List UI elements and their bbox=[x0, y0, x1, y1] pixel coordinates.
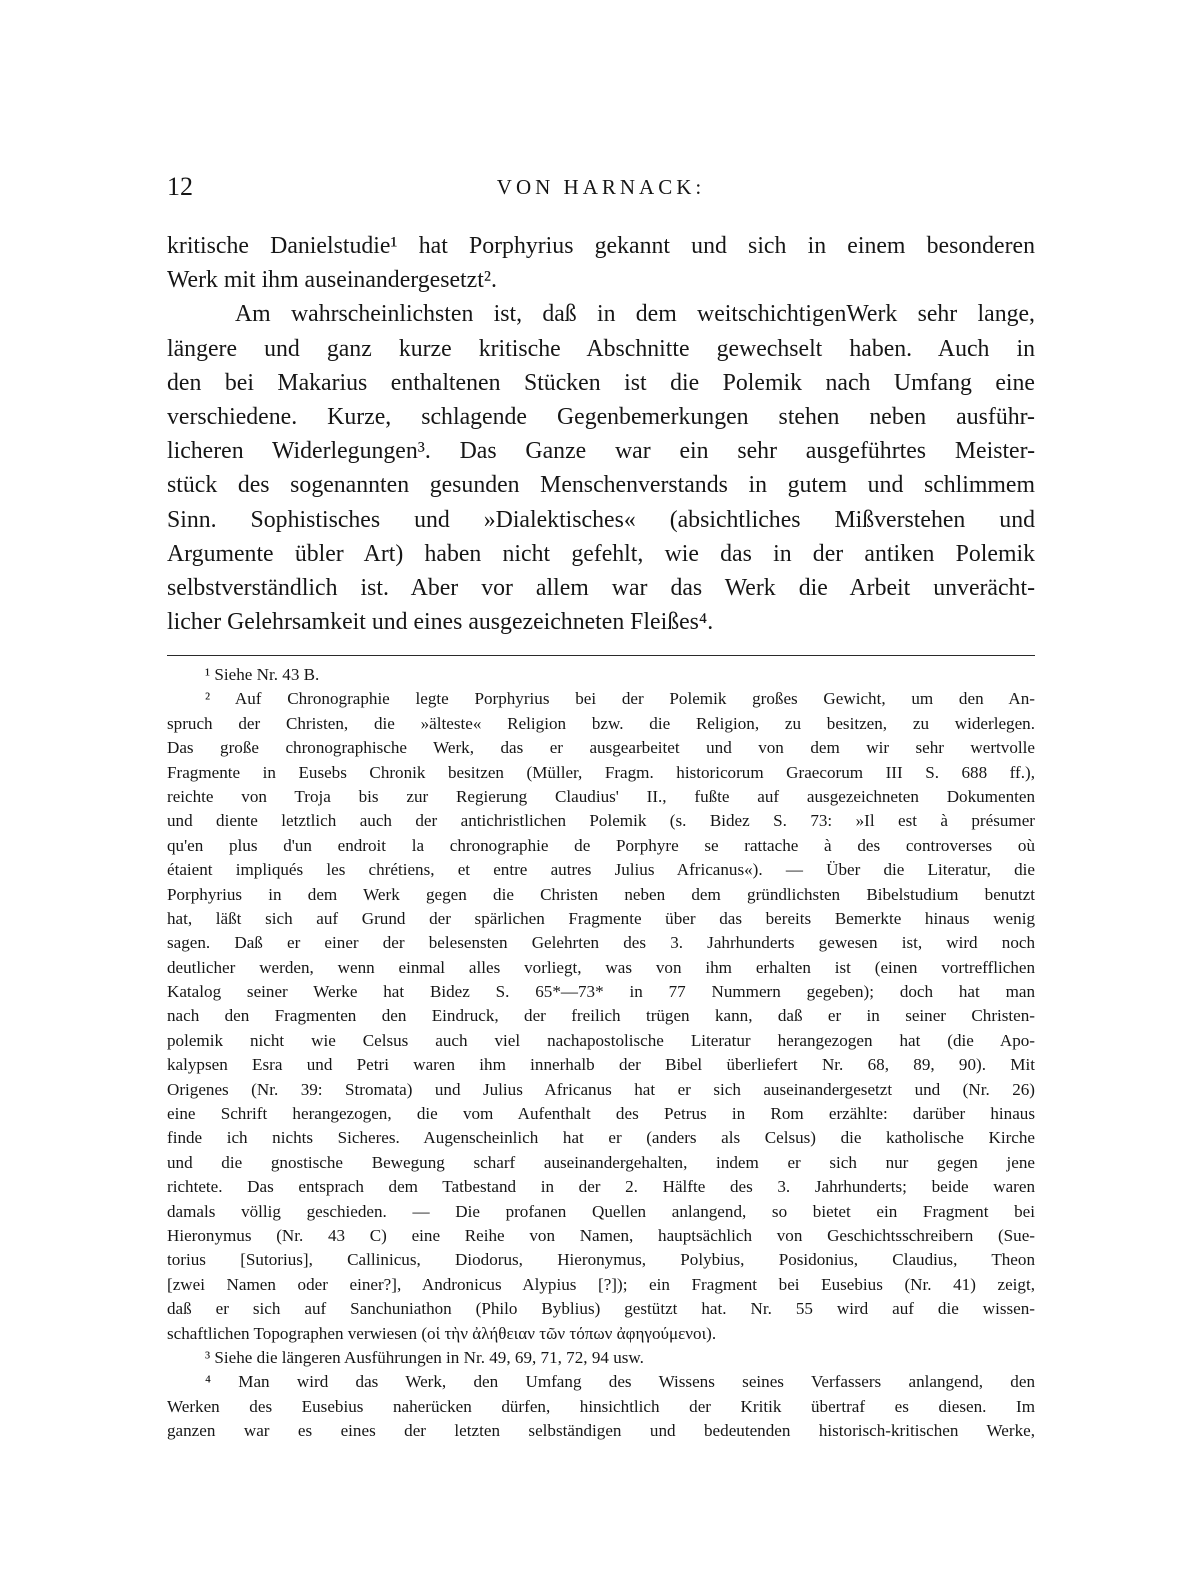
footnote-line: ¹ Siehe Nr. 43 B. bbox=[205, 665, 320, 684]
footnote-line: eine Schrift herangezogen, die vom Aufenthalt des Petrus in Rom erzählte: darüber hinaus bbox=[167, 1104, 1035, 1124]
footnote-line: damals völlig geschieden. — Die profanen Quellen anlangend, so bietet ein Fragment bei bbox=[167, 1201, 1035, 1221]
footnote-divider bbox=[167, 655, 1035, 656]
footnote-line: ⁴ Man wird das Werk, den Umfang des Wissens seines Verfassers anlangend, den bbox=[205, 1372, 1035, 1392]
text-line: Argumente übler Art) haben nicht gefehlt, wie das in der antiken Polemik bbox=[167, 540, 1035, 567]
footnote-line: Werken des Eusebius naherücken dürfen, hinsichtlich der Kritik übertraf es diesen. Im bbox=[167, 1396, 1035, 1416]
text-line: Am wahrscheinlichsten ist, daß in dem weitschichtigenWerk sehr lange, bbox=[235, 301, 1035, 328]
footnote-line: [zwei Namen oder einer?], Andronicus Alypius [?]); ein Fragment bei Eusebius (Nr. 41) zeigt, bbox=[167, 1274, 1035, 1294]
footnote-line: richtete. Das entsprach dem Tatbestand in der 2. Hälfte des 3. Jahrhunderts; beide waren bbox=[167, 1177, 1035, 1197]
text-line: licher Gelehrsamkeit und eines ausgezeichneten Fleißes⁴. bbox=[167, 609, 714, 636]
footnote-line: étaient impliqués les chrétiens, et entre autres Julius Africanus«). — Über die Literatur, die bbox=[167, 860, 1035, 880]
footnote-line: nach den Fragmenten den Eindruck, der freilich trügen kann, daß er in seiner Christen- bbox=[167, 1006, 1035, 1026]
page-number: 12 bbox=[167, 172, 193, 201]
footnote-line: sagen. Daß er einer der belesensten Gelehrten des 3. Jahrhunderts gewesen ist, wird noch bbox=[167, 933, 1035, 953]
footnote-line: deutlicher werden, wenn einmal alles vorliegt, was von ihm erhalten ist (einen vortrefflichen bbox=[167, 957, 1035, 977]
footnote-line: daß er sich auf Sanchuniathon (Philo Byblius) gestützt hat. Nr. 55 wird auf die wissen- bbox=[167, 1299, 1035, 1319]
footnote-line: Porphyrius in dem Werk gegen die Christen neben dem gründlichsten Bibelstudium benutzt bbox=[167, 884, 1035, 904]
footnote-line: Fragmente in Eusebs Chronik besitzen (Müller, Fragm. historicorum Graecorum III S. 688 ff.), bbox=[167, 762, 1035, 782]
footnote-line: torius [Sutorius], Callinicus, Diodorus, Hieronymus, Polybius, Posidonius, Claudius, Theon bbox=[167, 1250, 1035, 1270]
footnote-line: qu'en plus d'un endroit la chronographie de Porphyre se rattache à des controverses où bbox=[167, 835, 1035, 855]
footnote-line: schaftlichen Topographen verwiesen (οἱ τὴν ἀλήθειαν τῶν τόπων ἀφηγούμενοι). bbox=[167, 1323, 717, 1343]
text-line: verschiedene. Kurze, schlagende Gegenbemerkungen stehen neben ausführ- bbox=[167, 403, 1035, 430]
page-header bbox=[167, 170, 1035, 204]
footnotes bbox=[167, 663, 1035, 1444]
text-line: Werk mit ihm auseinandergesetzt². bbox=[167, 267, 497, 294]
text-line: stück des sogenannten gesunden Menschenverstands in gutem und schlimmem bbox=[167, 472, 1035, 499]
footnote-line: spruch der Christen, die »älteste« Religion bzw. die Religion, zu besitzen, zu widerlegen. bbox=[167, 713, 1035, 733]
footnote-line: finde ich nichts Sicheres. Augenscheinlich hat er (anders als Celsus) die katholische Kirche bbox=[167, 1128, 1035, 1148]
footnote-line: und diente letztlich auch der antichristlichen Polemik (s. Bidez S. 73: »Il est à présumer bbox=[167, 811, 1035, 831]
footnote-line: reichte von Troja bis zur Regierung Claudius' II., fußte auf ausgezeichneten Dokumenten bbox=[167, 786, 1035, 806]
footnote-line: ganzen war es eines der letzten selbständigen und bedeutenden historisch-kritischen Werke, bbox=[167, 1421, 1035, 1441]
footnote-line: kalypsen Esra und Petri waren ihm innerhalb der Bibel überliefert Nr. 68, 89, 90). Mit bbox=[167, 1055, 1035, 1075]
footnote-line: Katalog seiner Werke hat Bidez S. 65*—73* in 77 Nummern gegeben); doch hat man bbox=[167, 982, 1035, 1002]
text-line: selbstverständlich ist. Aber vor allem war das Werk die Arbeit unverächt- bbox=[167, 574, 1035, 601]
footnote-line: Origenes (Nr. 39: Stromata) und Julius Africanus hat er sich auseinandergesetzt und (Nr. 26) bbox=[167, 1079, 1035, 1099]
footnote-line: ³ Siehe die längeren Ausführungen in Nr. 49, 69, 71, 72, 94 usw. bbox=[205, 1347, 644, 1367]
text-line: den bei Makarius enthaltenen Stücken ist die Polemik nach Umfang eine bbox=[167, 369, 1035, 396]
footnote-line: hat, läßt sich auf Grund der spärlichen Fragmente über das bereits Bemerkte hinaus wenig bbox=[167, 908, 1035, 928]
footnote-line: und die gnostische Bewegung scharf auseinandergehalten, indem er sich nur gegen jene bbox=[167, 1152, 1035, 1172]
main-text bbox=[167, 229, 1035, 639]
text-line: längere und ganz kurze kritische Abschnitte gewechselt haben. Auch in bbox=[167, 335, 1035, 362]
footnote-line: Das große chronographische Werk, das er ausgearbeitet und von dem wir sehr wertvolle bbox=[167, 738, 1035, 758]
running-head: VON HARNACK: bbox=[496, 175, 706, 199]
footnote-line: Hieronymus (Nr. 43 C) eine Reihe von Namen, hauptsächlich von Geschichtsschreibern (Sue- bbox=[167, 1225, 1035, 1245]
text-line: licheren Widerlegungen³. Das Ganze war ein sehr ausgeführtes Meister- bbox=[167, 438, 1035, 465]
footnote-line: ² Auf Chronographie legte Porphyrius bei der Polemik großes Gewicht, um den An- bbox=[205, 689, 1035, 709]
text-line: Sinn. Sophistisches und »Dialektisches« (absichtliches Mißverstehen und bbox=[167, 506, 1035, 533]
footnote-line: polemik nicht wie Celsus auch viel nachapostolische Literatur herangezogen hat (die Apo- bbox=[167, 1030, 1035, 1050]
text-line: kritische Danielstudie¹ hat Porphyrius gekannt und sich in einem besonderen bbox=[167, 233, 1035, 259]
